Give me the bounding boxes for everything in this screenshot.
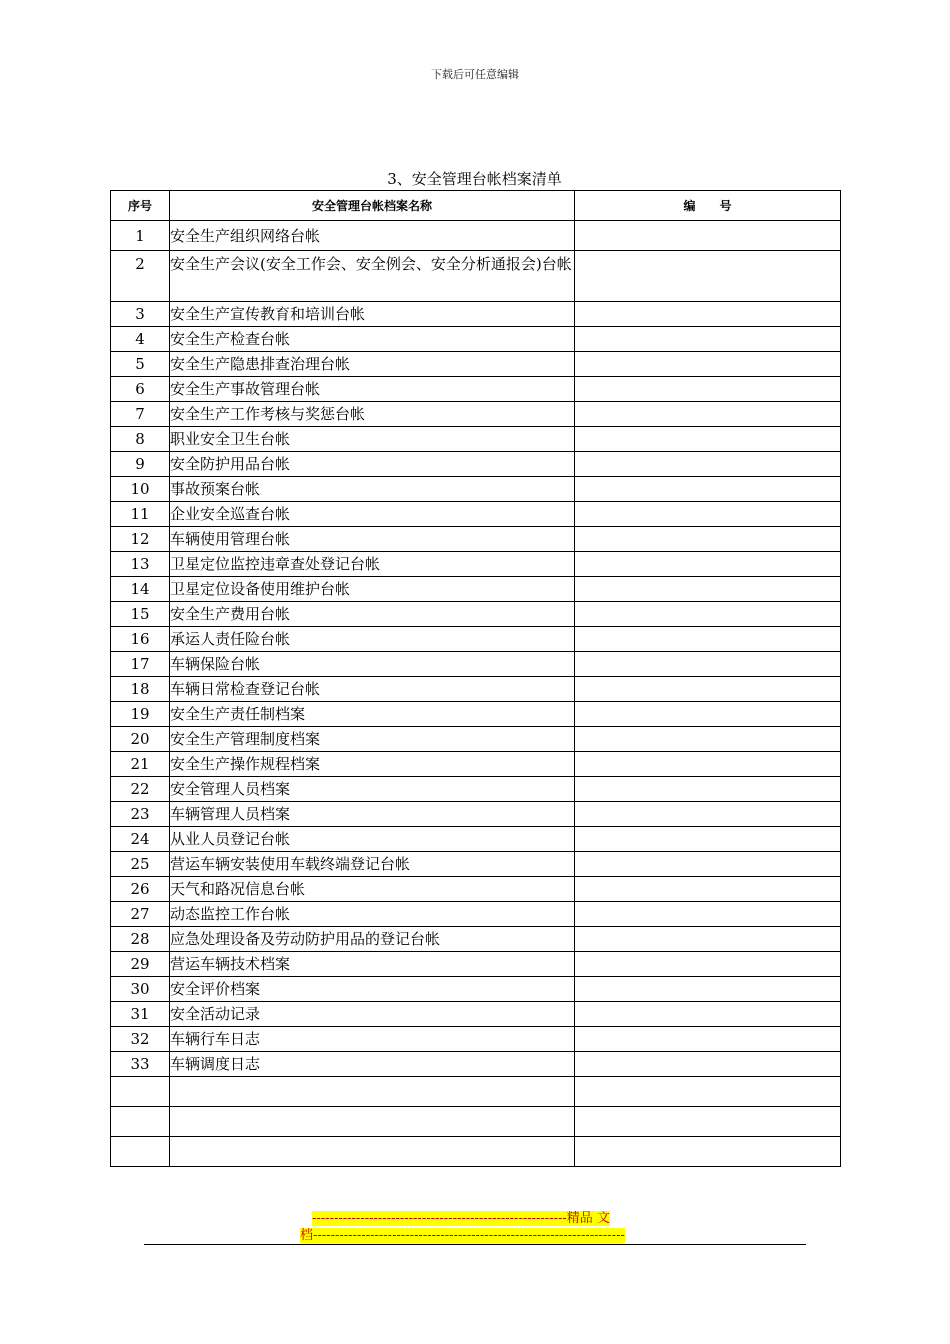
row-ledger-name: 安全生产操作规程档案 — [170, 752, 575, 777]
row-number: 8 — [111, 427, 170, 452]
blank-cell — [170, 1077, 575, 1107]
row-number: 11 — [111, 502, 170, 527]
table-row — [111, 702, 841, 727]
row-number: 26 — [111, 877, 170, 902]
table-row — [111, 802, 841, 827]
row-ledger-name: 安全生产会议(安全工作会、安全例会、安全分析通报会)台帐 — [170, 251, 575, 302]
row-ledger-name: 安全生产费用台帐 — [170, 602, 575, 627]
row-code-cell — [575, 302, 841, 327]
row-ledger-name: 安全生产事故管理台帐 — [170, 377, 575, 402]
table-row-blank — [111, 1107, 841, 1137]
row-code-cell — [575, 877, 841, 902]
row-code-cell — [575, 552, 841, 577]
row-code-cell — [575, 1052, 841, 1077]
blank-cell — [111, 1077, 170, 1107]
table-row — [111, 327, 841, 352]
row-number: 2 — [111, 251, 170, 302]
table-header-row — [111, 191, 841, 221]
row-ledger-name: 安全生产责任制档案 — [170, 702, 575, 727]
row-code-cell — [575, 652, 841, 677]
row-code-cell — [575, 727, 841, 752]
row-ledger-name: 营运车辆技术档案 — [170, 952, 575, 977]
row-number: 27 — [111, 902, 170, 927]
row-ledger-name: 安全生产检查台帐 — [170, 327, 575, 352]
row-ledger-name: 安全生产组织网络台帐 — [170, 221, 575, 251]
row-code-cell — [575, 977, 841, 1002]
row-code-cell — [575, 427, 841, 452]
row-ledger-name: 车辆使用管理台帐 — [170, 527, 575, 552]
row-ledger-name: 职业安全卫生台帐 — [170, 427, 575, 452]
footer-line-2: 档----------------------------------------------------------------------- — [300, 1228, 625, 1243]
row-code-cell — [575, 1002, 841, 1027]
table-row — [111, 727, 841, 752]
row-number: 16 — [111, 627, 170, 652]
table-row — [111, 952, 841, 977]
row-code-cell — [575, 377, 841, 402]
table-row — [111, 602, 841, 627]
blank-cell — [575, 1107, 841, 1137]
row-number: 25 — [111, 852, 170, 877]
table-row — [111, 877, 841, 902]
table-row — [111, 221, 841, 251]
row-number: 13 — [111, 552, 170, 577]
row-ledger-name: 安全防护用品台帐 — [170, 452, 575, 477]
blank-cell — [111, 1137, 170, 1167]
row-code-cell — [575, 452, 841, 477]
table-row — [111, 852, 841, 877]
table-row — [111, 927, 841, 952]
footer-rule — [144, 1244, 806, 1245]
row-ledger-name: 应急处理设备及劳动防护用品的登记台帐 — [170, 927, 575, 952]
table-row — [111, 352, 841, 377]
row-ledger-name: 承运人责任险台帐 — [170, 627, 575, 652]
row-ledger-name: 安全生产管理制度档案 — [170, 727, 575, 752]
row-ledger-name: 车辆行车日志 — [170, 1027, 575, 1052]
row-ledger-name: 安全生产隐患排查治理台帐 — [170, 352, 575, 377]
row-ledger-name: 车辆管理人员档案 — [170, 802, 575, 827]
header-code: 编 号 — [575, 191, 841, 221]
table-row — [111, 552, 841, 577]
row-ledger-name: 卫星定位设备使用维护台帐 — [170, 577, 575, 602]
table-body — [111, 221, 841, 1167]
table-row — [111, 377, 841, 402]
row-ledger-name: 安全生产工作考核与奖惩台帐 — [170, 402, 575, 427]
row-code-cell — [575, 352, 841, 377]
row-number: 32 — [111, 1027, 170, 1052]
table-row — [111, 977, 841, 1002]
row-number: 33 — [111, 1052, 170, 1077]
table-row — [111, 627, 841, 652]
row-number: 4 — [111, 327, 170, 352]
table-row — [111, 427, 841, 452]
table-row — [111, 752, 841, 777]
row-number: 7 — [111, 402, 170, 427]
row-ledger-name: 安全活动记录 — [170, 1002, 575, 1027]
row-number: 19 — [111, 702, 170, 727]
row-code-cell — [575, 752, 841, 777]
table-row — [111, 251, 841, 302]
row-number: 1 — [111, 221, 170, 251]
row-number: 29 — [111, 952, 170, 977]
table-row-blank — [111, 1137, 841, 1167]
row-code-cell — [575, 802, 841, 827]
table-row — [111, 777, 841, 802]
row-code-cell — [575, 251, 841, 302]
ledger-table — [110, 190, 841, 1167]
row-code-cell — [575, 527, 841, 552]
row-number: 20 — [111, 727, 170, 752]
table-row — [111, 477, 841, 502]
row-number: 9 — [111, 452, 170, 477]
row-ledger-name: 天气和路况信息台帐 — [170, 877, 575, 902]
blank-cell — [111, 1107, 170, 1137]
table-row — [111, 502, 841, 527]
row-code-cell — [575, 327, 841, 352]
row-code-cell — [575, 677, 841, 702]
table-row — [111, 652, 841, 677]
row-ledger-name: 卫星定位监控违章查处登记台帐 — [170, 552, 575, 577]
header-note: 下载后可任意编辑 — [431, 68, 519, 81]
row-ledger-name: 安全管理人员档案 — [170, 777, 575, 802]
row-number: 23 — [111, 802, 170, 827]
row-code-cell — [575, 927, 841, 952]
row-number: 28 — [111, 927, 170, 952]
blank-cell — [575, 1137, 841, 1167]
row-ledger-name: 安全生产宣传教育和培训台帐 — [170, 302, 575, 327]
row-code-cell — [575, 777, 841, 802]
row-number: 10 — [111, 477, 170, 502]
row-ledger-name: 企业安全巡查台帐 — [170, 502, 575, 527]
row-ledger-name: 营运车辆安装使用车载终端登记台帐 — [170, 852, 575, 877]
header-seq: 序号 — [111, 191, 170, 221]
row-ledger-name: 事故预案台帐 — [170, 477, 575, 502]
row-number: 22 — [111, 777, 170, 802]
row-number: 14 — [111, 577, 170, 602]
row-code-cell — [575, 702, 841, 727]
row-code-cell — [575, 402, 841, 427]
table-row — [111, 902, 841, 927]
document-title: 3、安全管理台帐档案清单 — [387, 170, 562, 188]
row-code-cell — [575, 477, 841, 502]
table-row — [111, 1002, 841, 1027]
row-number: 5 — [111, 352, 170, 377]
row-code-cell — [575, 221, 841, 251]
row-code-cell — [575, 602, 841, 627]
row-number: 18 — [111, 677, 170, 702]
row-ledger-name: 动态监控工作台帐 — [170, 902, 575, 927]
table-row — [111, 452, 841, 477]
table-row — [111, 577, 841, 602]
row-ledger-name: 安全评价档案 — [170, 977, 575, 1002]
row-number: 30 — [111, 977, 170, 1002]
row-code-cell — [575, 502, 841, 527]
table-row — [111, 527, 841, 552]
row-code-cell — [575, 952, 841, 977]
row-number: 31 — [111, 1002, 170, 1027]
row-code-cell — [575, 827, 841, 852]
header-name: 安全管理台帐档案名称 — [170, 191, 575, 221]
row-code-cell — [575, 627, 841, 652]
table-row — [111, 1052, 841, 1077]
table-row — [111, 402, 841, 427]
row-number: 21 — [111, 752, 170, 777]
row-number: 15 — [111, 602, 170, 627]
row-code-cell — [575, 902, 841, 927]
row-number: 3 — [111, 302, 170, 327]
row-ledger-name: 从业人员登记台帐 — [170, 827, 575, 852]
footer-note — [300, 1210, 650, 1244]
blank-cell — [575, 1077, 841, 1107]
table-row — [111, 827, 841, 852]
row-ledger-name: 车辆调度日志 — [170, 1052, 575, 1077]
blank-cell — [170, 1137, 575, 1167]
row-number: 12 — [111, 527, 170, 552]
row-code-cell — [575, 1027, 841, 1052]
table-row — [111, 677, 841, 702]
table-row — [111, 1027, 841, 1052]
row-ledger-name: 车辆保险台帐 — [170, 652, 575, 677]
blank-cell — [170, 1107, 575, 1137]
row-code-cell — [575, 852, 841, 877]
table-row — [111, 302, 841, 327]
row-code-cell — [575, 577, 841, 602]
row-number: 24 — [111, 827, 170, 852]
footer-line-1: ----------------------------------------------------------精品 文 — [312, 1211, 610, 1226]
row-number: 6 — [111, 377, 170, 402]
row-ledger-name: 车辆日常检查登记台帐 — [170, 677, 575, 702]
table-row-blank — [111, 1077, 841, 1107]
row-number: 17 — [111, 652, 170, 677]
